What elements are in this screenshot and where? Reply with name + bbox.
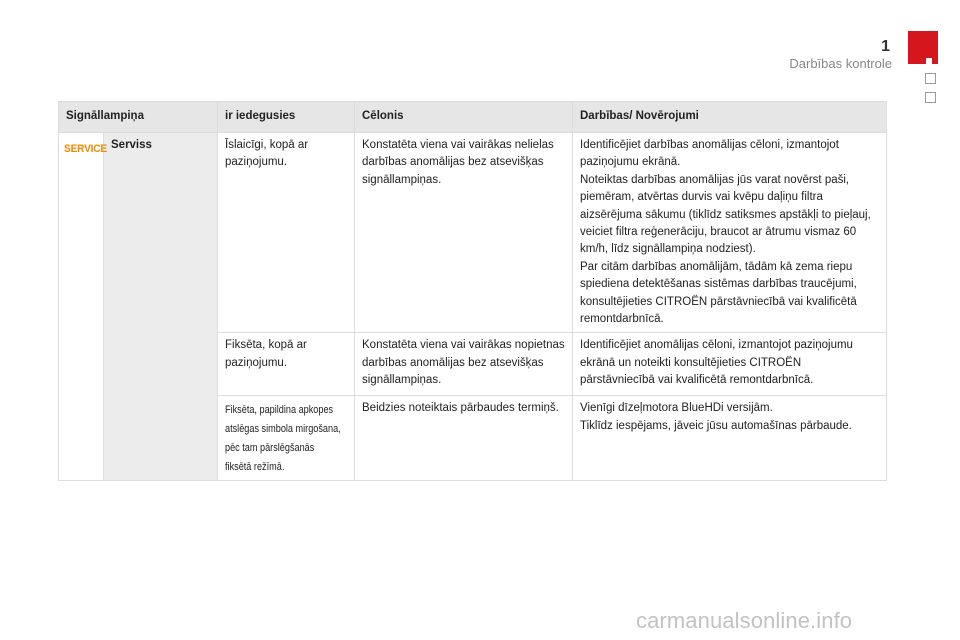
lamp-name: Serviss [111,139,152,151]
lamp-icon-cell [59,133,107,481]
actions-cell: Identificējiet anomālijas cēloni, izmantojot paziņojumu ekrānā un noteikti konsultējieties CITROËN pārstāvniecībā vai kvalificētā remontdarbnīcā. [573,333,887,396]
action-text: Identificējiet darbības anomālijas cēloni, izmantojot paziņojumu ekrānā. [580,139,839,169]
cause-cell: Konstatēta viena vai vairākas nelielas darbības anomālijas bez atsevišķas signāllampiņas. [355,133,573,333]
col-header-cause: Cēlonis [355,102,573,133]
watermark: carmanualsonline.info [636,608,853,633]
action-text: Vienīgi dīzeļmotora BlueHDi versijām. [580,402,773,415]
state-cell: Fiksēta, kopā ar paziņojumu. [218,333,355,396]
col-header-actions: Darbības/ Novērojumi [573,102,887,133]
warning-lamp-table [58,101,887,481]
chapter-tab-marker [908,31,938,64]
service-warning-icon: SERVICE [64,143,107,155]
chapter-box-2 [925,73,936,84]
table-row [59,133,887,333]
actions-cell [573,396,887,481]
cause-cell: Beidzies noteiktais pārbaudes termiņš. [355,396,573,481]
page-number: 1 [881,38,890,55]
action-text: Noteiktas darbības anomālijas jūs varat novērst paši, piemēram, atvērtas durvis vai kvēpu daļiņu filtra aizsērējuma sākumu (tiklīdz satiksmes apstākļi to pieļauj, veiciet filtra reģenerāciju, braucot ar ātrumu vismaz 60 km/h, līdz signāllampiņa nodziest). [580,173,871,256]
state-cell: Īslaicīgi, kopā ar paziņojumu. [218,133,355,333]
col-header-state: ir iedegusies [218,102,355,133]
cause-cell: Konstatēta viena vai vairākas nopietnas darbības anomālijas bez atsevišķas signāllampiņas. [355,333,573,396]
action-text: Tiklīdz iespējams, jāveic jūsu automašīnas pārbaude. [580,419,852,432]
state-cell [218,396,355,481]
lamp-name-cell [104,133,218,481]
state-line: atslēgas simbola mirgošana, [225,423,341,436]
section-title: Darbības kontrole [789,56,892,71]
col-header-lamp: Signāllampiņa [59,102,218,133]
actions-cell [573,133,887,333]
chapter-dot [926,58,932,64]
state-line: fiksētā režīmā. [225,461,285,474]
table-header-row [59,102,887,133]
chapter-box-3 [925,92,936,103]
state-line: Fiksēta, papildina apkopes [225,404,334,417]
state-line: pēc tam pārslēgšanās [225,442,315,455]
action-text: Par citām darbības anomālijām, tādām kā zema riepu spiediena detektēšanas sistēmas darbības traucējumi, konsultējieties CITROËN pārstāvniecībā vai kvalificētā remontdarbnīcā. [580,260,857,326]
